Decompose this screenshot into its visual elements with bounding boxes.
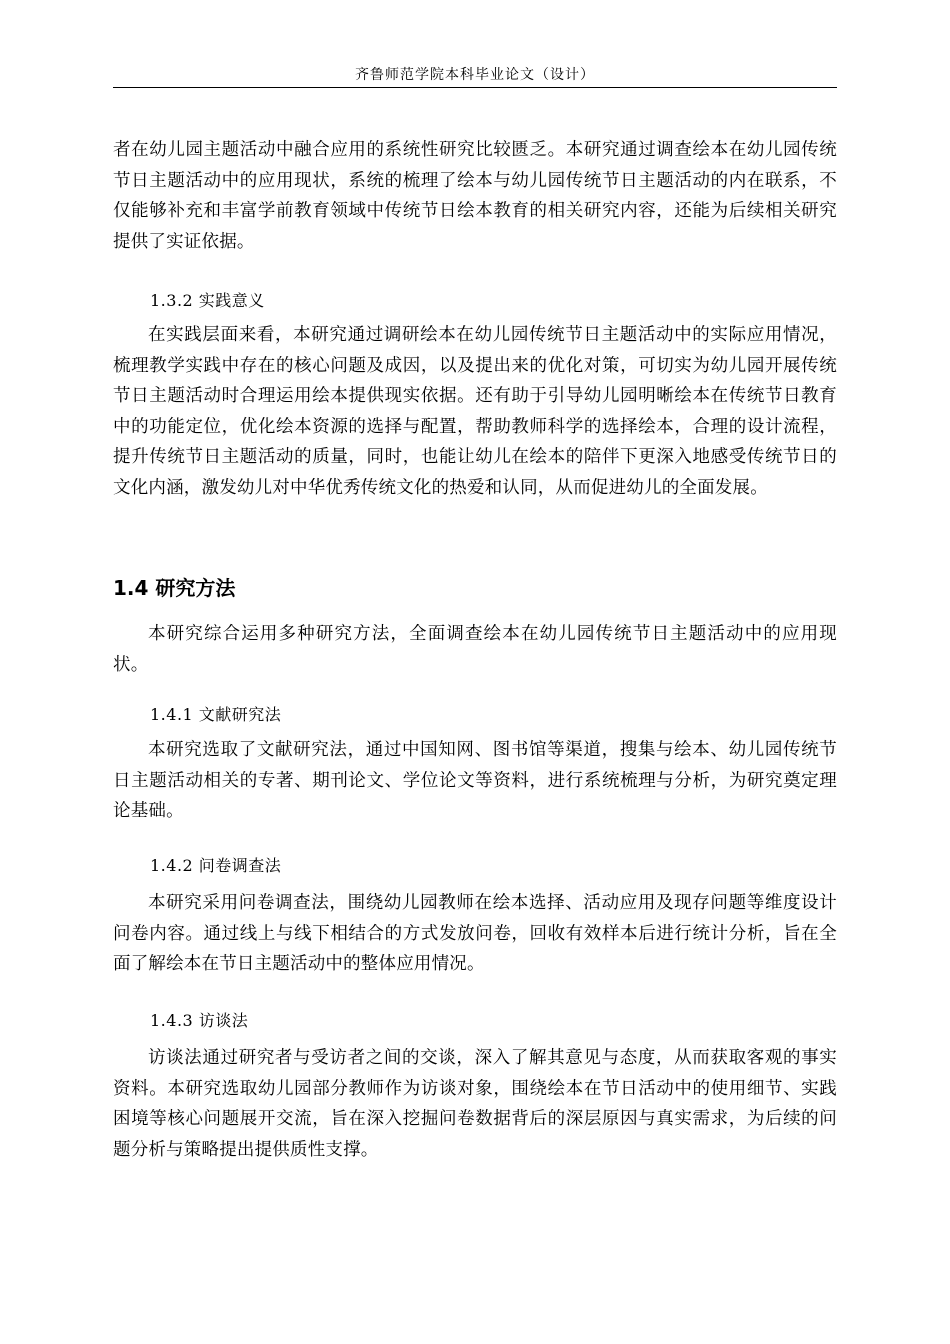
- paragraph-1-3-2: [113, 320, 837, 503]
- running-header: 齐鲁师范学院本科毕业论文（设计）: [355, 67, 595, 83]
- subheading-1-4-2: [113, 855, 837, 877]
- paragraph-text: 者在幼儿园主题活动中融合应用的系统性研究比较匮乏。本研究通过调查绘本在幼儿园传统节日主题活动中的应用现状，系统的梳理了绘本与幼儿园传统节日主题活动的内在联系，不仅能够补充和丰富学前教育领域中传统节日绘本教育的相关研究内容，还能为后续相关研究提供了实证依据。: [113, 140, 837, 252]
- subheading-text: 1.4.2 问卷调查法: [150, 856, 282, 875]
- paragraph-text: 本研究选取了文献研究法，通过中国知网、图书馆等渠道，搜集与绘本、幼儿园传统节日主题活动相关的专著、期刊论文、学位论文等资料，进行系统梳理与分析，为研究奠定理论基础。: [113, 740, 837, 821]
- paragraph-1-4-3: [113, 1043, 837, 1165]
- section-heading-text: 1.4 研究方法: [113, 576, 236, 600]
- paragraph-text: 访谈法通过研究者与受访者之间的交谈，深入了解其意见与态度，从而获取客观的事实资料。本研究选取幼儿园部分教师作为访谈对象，围绕绘本在节日活动中的使用细节、实践困境等核心问题展开交流，旨在深入挖掘问卷数据背后的深层原因与真实需求，为后续的问题分析与策略提出提供质性支撑。: [113, 1048, 837, 1160]
- paragraph-intro: [113, 135, 837, 257]
- subheading-1-4-1: [113, 704, 837, 726]
- subheading-1-4-3: [113, 1010, 837, 1032]
- paragraph-text: 本研究采用问卷调查法，围绕幼儿园教师在绘本选择、活动应用及现存问题等维度设计问卷内容。通过线上与线下相结合的方式发放问卷，回收有效样本后进行统计分析，旨在全面了解绘本在节日主题活动中的整体应用情况。: [113, 893, 837, 974]
- subheading-text: 1.3.2 实践意义: [150, 291, 265, 310]
- paragraph-text: 本研究综合运用多种研究方法，全面调查绘本在幼儿园传统节日主题活动中的应用现状。: [113, 624, 837, 675]
- paragraph-1-4: [113, 619, 837, 680]
- paragraph-1-4-1: [113, 735, 837, 827]
- subheading-1-3-2: [113, 290, 837, 312]
- subheading-text: 1.4.3 访谈法: [150, 1011, 249, 1030]
- paragraph-1-4-2: [113, 888, 837, 980]
- section-heading-1-4: [113, 575, 837, 601]
- subheading-text: 1.4.1 文献研究法: [150, 705, 282, 724]
- paragraph-text: 在实践层面来看，本研究通过调研绘本在幼儿园传统节日主题活动中的实际应用情况，梳理教学实践中存在的核心问题及成因，以及提出来的优化对策，可切实为幼儿园开展传统节日主题活动时合理运用绘本提供现实依据。还有助于引导幼儿园明晰绘本在传统节日教育中的功能定位，优化绘本资源的选择与配置，帮助教师科学的选择绘本，合理的设计流程，提升传统节日主题活动的质量，同时，也能让幼儿在绘本的陪伴下更深入地感受传统节日的文化内涵，激发幼儿对中华优秀传统文化的热爱和认同，从而促进幼儿的全面发展。: [113, 325, 837, 498]
- header-divider: [113, 87, 837, 88]
